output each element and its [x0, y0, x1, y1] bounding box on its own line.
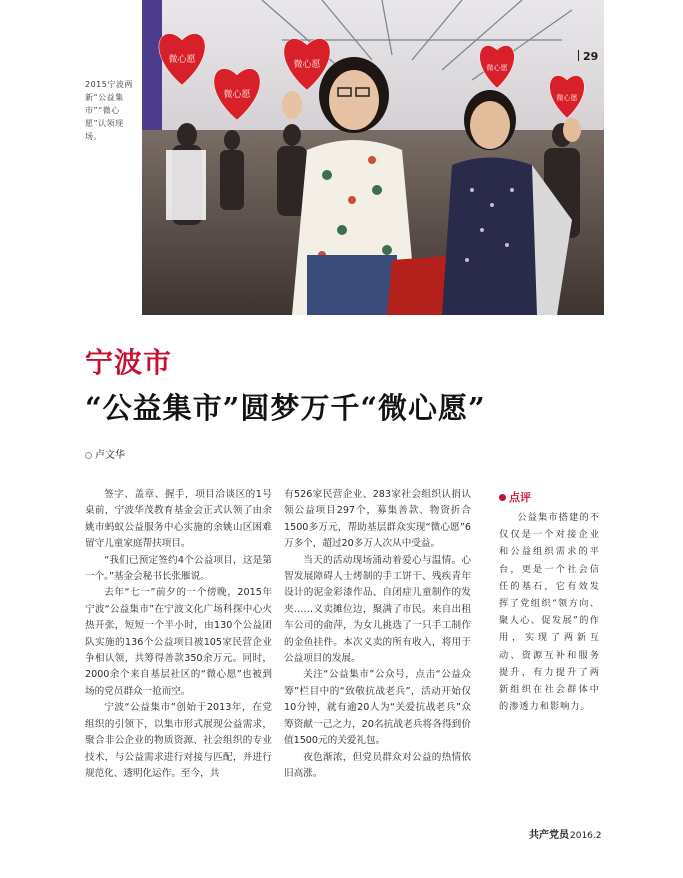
heart-label: 微心愿 [486, 64, 508, 72]
photo-caption: 2015宁波两新“公益集市”“微心愿”认领现场。 [85, 80, 133, 141]
heart-label: 微心愿 [556, 94, 578, 102]
event-photo [142, 0, 604, 315]
heart-label: 微心愿 [293, 60, 321, 70]
paragraph: “我们已预定签约4个公益项目，这是第一个。”基金会秘书长张雁说。 [85, 554, 272, 583]
paragraph: 去年“七一”前夕的一个傍晚，2015年宁波“公益集市”在宁波文化广场科探中心火热开张，短短一个半小时，由130个公益团队实施的136个公益项目被105家民营企业争相认领，共筹得善款350余万元。同时，2000余个来自基层社区的“微心愿”也被到场的党员群众一抢而空。 [85, 587, 272, 697]
page-number-value: 29 [583, 50, 599, 63]
paragraph: 夜色渐浓，但党员群众对公益的热情依旧高涨。 [284, 751, 471, 779]
article-column-1 [85, 487, 272, 782]
paragraph: 宁波“公益集市”创始于2013年，在党组织的引领下，以集市形式展现公益需求，聚合非公企业的物质资源、社会组织的专业技术，与公益需求进行对接与匹配，并进行规范化、透明化运作。至今，共 [85, 702, 272, 779]
page-number [578, 50, 598, 63]
article-title-city: 宁波市 [85, 346, 173, 379]
heart-label: 微心愿 [223, 90, 251, 100]
comment-heading [499, 489, 531, 505]
issue-number: 2016.2 [570, 831, 602, 841]
bullet-icon [499, 494, 506, 501]
magazine-logo: 共产党员 [529, 830, 569, 841]
page-number-divider [578, 50, 579, 61]
author-name: 卢文华 [95, 450, 125, 461]
paragraph: 当天的活动现场涌动着爱心与温情。心智发展障碍人士烤制的手工饼干、残疾青年设计的泥金彩漆作品、自闭症儿童制作的发夹……义卖摊位边，聚满了市民。来自出租车公司的俞萍，为女儿挑选了一只手工制作的金鱼挂件。本次义卖的所有收入，将用于公益项目的发展。 [284, 554, 471, 665]
article-column-2 [284, 487, 471, 782]
byline [85, 446, 125, 461]
heart-label: 微心愿 [168, 55, 196, 65]
comment-text: 公益集市搭建的不仅仅是一个对接企业和公益组织需求的平台，更是一个社会信任的基石，它有效发挥了党组织“领方向、聚人心、促发展”的作用，实现了两新互动、资源互补和服务提升，有力提升了两新组织在社会群体中的渗透力和影响力。 [499, 512, 600, 713]
article-title-main: “公益集市”圆梦万千“微心愿” [85, 391, 486, 425]
comment-heading-label: 点评 [509, 491, 531, 504]
paragraph: 签字、盖章、握手，项目洽谈区的1号桌前，宁波华茂教育基金会正式认领了由余姚市蚂蚁公益服务中心实施的余姚山区困难留守儿童家庭帮扶项目。 [85, 489, 272, 550]
paragraph: 有526家民营企业、283家社会组织认捐认领公益项目297个，募集善款、物资折合1500多万元，帮助基层群众实现“微心愿”6万多个，超过20多万人次从中受益。 [284, 489, 471, 550]
paragraph: 关注“公益集市”公众号，点击“公益众筹”栏目中的“致敬抗战老兵”，活动开始仅10分钟，就有逾20人为“关爱抗战老兵”众筹资献一己之力，20名抗战老兵将各得到价值1500元的关爱礼包。 [284, 669, 471, 747]
page-footer [529, 826, 602, 841]
byline-dot-icon [85, 452, 92, 459]
